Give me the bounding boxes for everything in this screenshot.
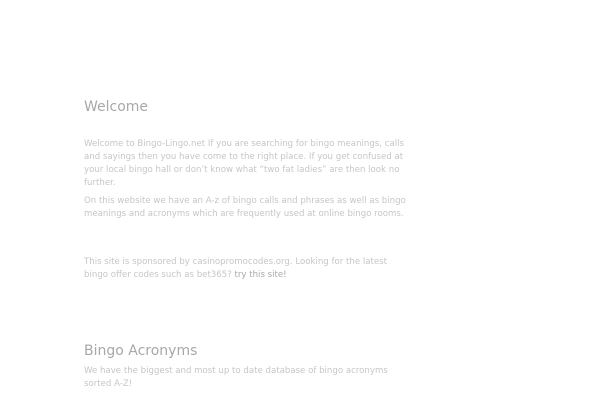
try-this-site-link[interactable]: try this site! [234,270,287,280]
welcome-section [84,98,409,221]
sponsor-paragraph [84,256,409,282]
welcome-paragraph-website: On this website we have an A-z of bingo calls and phrases as well as bingo meanings and acronyms which are frequently used at online bingo rooms. [84,196,406,219]
acronyms-section [84,342,409,391]
sponsor-text: This site is sponsored by casinopromocodes.org. Looking for the latest bingo offer codes such as bet365? [84,257,388,280]
acronyms-description: We have the biggest and most up to date database of bingo acronyms sorted A-Z! [84,366,388,389]
welcome-heading: Welcome [84,99,149,115]
acronyms-heading: Bingo Acronyms [84,343,198,359]
welcome-paragraph-intro: Welcome to Bingo-Lingo.net If you are searching for bingo meanings, calls and sayings then you have come to the right place. If you get confused at your local bingo hall or don’t know what “two fat ladies” are then look no further. [84,139,404,188]
sponsor-section [84,256,409,282]
